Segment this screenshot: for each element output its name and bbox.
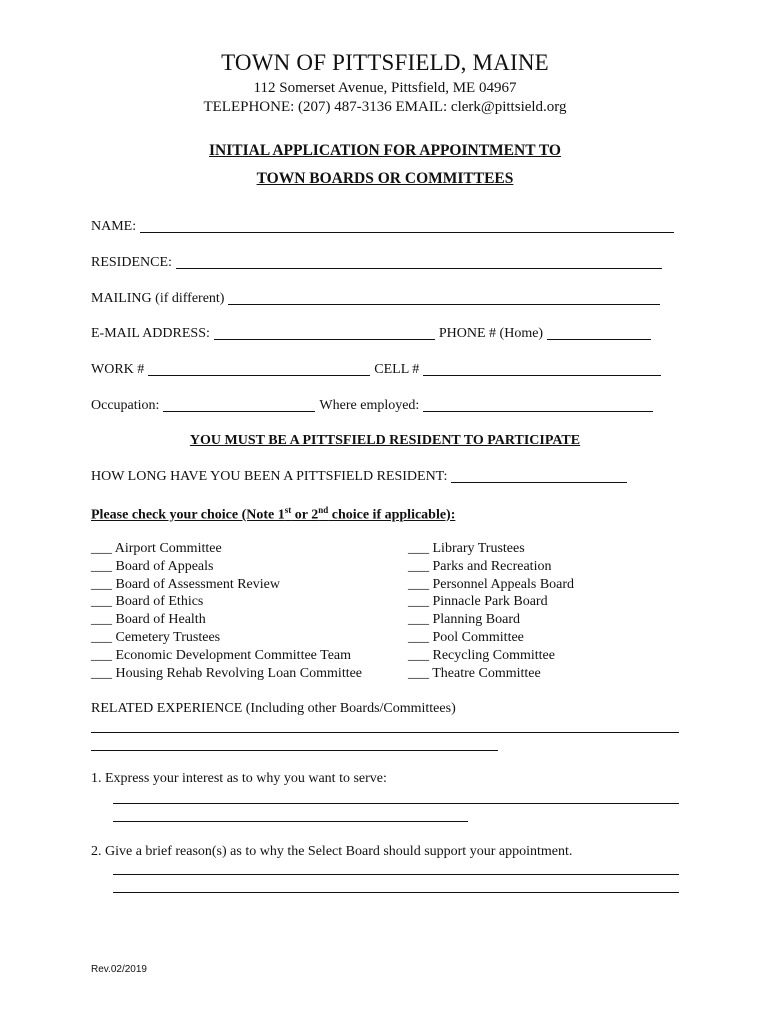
email-phone-row xyxy=(91,326,655,342)
committee-label: Airport Committee xyxy=(114,541,222,556)
checkbox-blank[interactable]: ___ xyxy=(408,665,429,681)
committee-option[interactable] xyxy=(408,647,574,665)
checkbox-blank[interactable]: ___ xyxy=(91,665,112,681)
email-field[interactable] xyxy=(214,326,435,340)
committee-label: Planning Board xyxy=(432,612,520,628)
committee-option[interactable] xyxy=(408,593,574,611)
committee-option[interactable] xyxy=(408,576,574,594)
committee-label: Pinnacle Park Board xyxy=(432,594,548,610)
committee-option[interactable] xyxy=(91,647,362,665)
occupation-field[interactable] xyxy=(163,398,315,412)
occupation-row xyxy=(91,398,657,414)
residence-row xyxy=(91,255,666,271)
related-experience-line-1[interactable] xyxy=(91,732,679,733)
town-address: 112 Somerset Avenue, Pittsfield, ME 04967 xyxy=(253,80,517,96)
residency-row xyxy=(91,469,631,485)
choice-heading-text: or 2 xyxy=(291,507,319,523)
work-label: WORK # xyxy=(91,362,145,377)
name-field[interactable] xyxy=(140,219,674,233)
residence-label: RESIDENCE: xyxy=(91,255,172,270)
committee-option[interactable] xyxy=(408,665,574,683)
occupation-label: Occupation: xyxy=(91,398,160,413)
mailing-row xyxy=(91,291,664,307)
committee-label: Board of Appeals xyxy=(115,558,214,574)
checkbox-blank[interactable]: ___ xyxy=(91,647,112,663)
related-experience-row xyxy=(91,701,456,717)
checkbox-blank[interactable]: ___ xyxy=(91,541,112,556)
name-label: NAME: xyxy=(91,219,137,234)
committee-list-right xyxy=(408,540,574,682)
residency-duration-field[interactable] xyxy=(451,469,627,483)
committee-option[interactable] xyxy=(91,576,362,594)
checkbox-blank[interactable]: ___ xyxy=(408,629,429,645)
checkbox-blank[interactable]: ___ xyxy=(91,576,112,592)
checkbox-blank[interactable]: ___ xyxy=(91,558,112,574)
committee-label: Board of Health xyxy=(115,612,206,628)
checkbox-blank[interactable]: ___ xyxy=(408,558,429,574)
phone-home-field[interactable] xyxy=(547,326,651,340)
committee-option[interactable] xyxy=(91,665,362,683)
committee-option[interactable] xyxy=(91,593,362,611)
checkbox-blank[interactable]: ___ xyxy=(408,647,429,663)
name-row xyxy=(91,219,678,235)
committee-option[interactable] xyxy=(408,629,574,647)
related-experience-line-2[interactable] xyxy=(91,750,498,751)
question-1-line-2[interactable] xyxy=(113,821,468,822)
residence-field[interactable] xyxy=(176,255,662,269)
checkbox-blank[interactable]: ___ xyxy=(91,629,112,645)
mailing-label: MAILING (if different) xyxy=(91,291,225,306)
employer-label: Where employed: xyxy=(319,398,420,413)
committee-option[interactable] xyxy=(408,558,574,576)
email-label: E-MAIL ADDRESS: xyxy=(91,326,210,341)
committee-option[interactable] xyxy=(408,611,574,629)
form-heading-line2: TOWN BOARDS OR COMMITTEES xyxy=(256,170,514,187)
checkbox-blank[interactable]: ___ xyxy=(408,612,429,628)
question-2-row xyxy=(91,844,572,860)
committee-option[interactable] xyxy=(408,540,574,558)
revision-label: Rev.02/2019 xyxy=(91,964,147,975)
committee-label: Theatre Committee xyxy=(432,665,541,681)
cell-phone-field[interactable] xyxy=(423,362,661,376)
committee-list-left xyxy=(91,540,362,682)
question-2-text: 2. Give a brief reason(s) as to why the Select Board should support your appointment. xyxy=(91,844,573,859)
form-heading-line1: INITIAL APPLICATION FOR APPOINTMENT TO xyxy=(209,142,561,159)
question-2-line-2[interactable] xyxy=(113,892,679,893)
work-phone-field[interactable] xyxy=(148,362,370,376)
choice-heading-sup: st xyxy=(284,505,292,515)
committee-label: Economic Development Committee Team xyxy=(115,647,352,663)
question-1-line-1[interactable] xyxy=(113,803,679,804)
checkbox-blank[interactable]: ___ xyxy=(91,594,112,610)
committee-label: Parks and Recreation xyxy=(432,558,552,574)
choice-heading-text: choice if applicable): xyxy=(328,507,456,523)
committee-option[interactable] xyxy=(91,558,362,576)
choice-heading-text: Please check your choice (Note 1 xyxy=(91,507,285,523)
residency-question: HOW LONG HAVE YOU BEEN A PITTSFIELD RESIDENT: xyxy=(91,469,448,484)
committee-option[interactable] xyxy=(91,629,362,647)
choice-heading-sup: nd xyxy=(318,505,329,515)
mailing-field[interactable] xyxy=(228,291,660,305)
cell-label: CELL # xyxy=(374,362,420,377)
choice-heading xyxy=(91,505,455,524)
committee-label: Recycling Committee xyxy=(432,647,555,663)
committee-label: Housing Rehab Revolving Loan Committee xyxy=(115,665,363,681)
contact-line: TELEPHONE: (207) 487-3136 EMAIL: clerk@pittsield.org xyxy=(203,99,567,115)
committee-label: Personnel Appeals Board xyxy=(432,576,575,592)
question-2-line-1[interactable] xyxy=(113,874,679,875)
committee-label: Board of Assessment Review xyxy=(115,576,280,592)
checkbox-blank[interactable]: ___ xyxy=(408,576,429,592)
question-1-row xyxy=(91,771,387,787)
checkbox-blank[interactable]: ___ xyxy=(408,594,429,610)
committee-label: Pool Committee xyxy=(432,629,524,645)
residency-notice: YOU MUST BE A PITTSFIELD RESIDENT TO PARTICIPATE xyxy=(189,433,581,448)
committee-label: Board of Ethics xyxy=(115,594,204,610)
committee-option[interactable] xyxy=(91,540,362,558)
phone-home-label: PHONE # (Home) xyxy=(438,326,544,341)
town-title: TOWN OF PITTSFIELD, MAINE xyxy=(221,50,549,75)
committee-label: Cemetery Trustees xyxy=(115,629,221,645)
employer-field[interactable] xyxy=(423,398,653,412)
committee-option[interactable] xyxy=(91,611,362,629)
committee-label: Library Trustees xyxy=(432,541,525,556)
work-cell-row xyxy=(91,362,665,378)
question-1-text: 1. Express your interest as to why you want to serve: xyxy=(91,771,387,786)
checkbox-blank[interactable]: ___ xyxy=(408,541,429,556)
related-experience-label: RELATED EXPERIENCE (Including other Boards/Committees) xyxy=(91,701,456,716)
checkbox-blank[interactable]: ___ xyxy=(91,612,112,628)
